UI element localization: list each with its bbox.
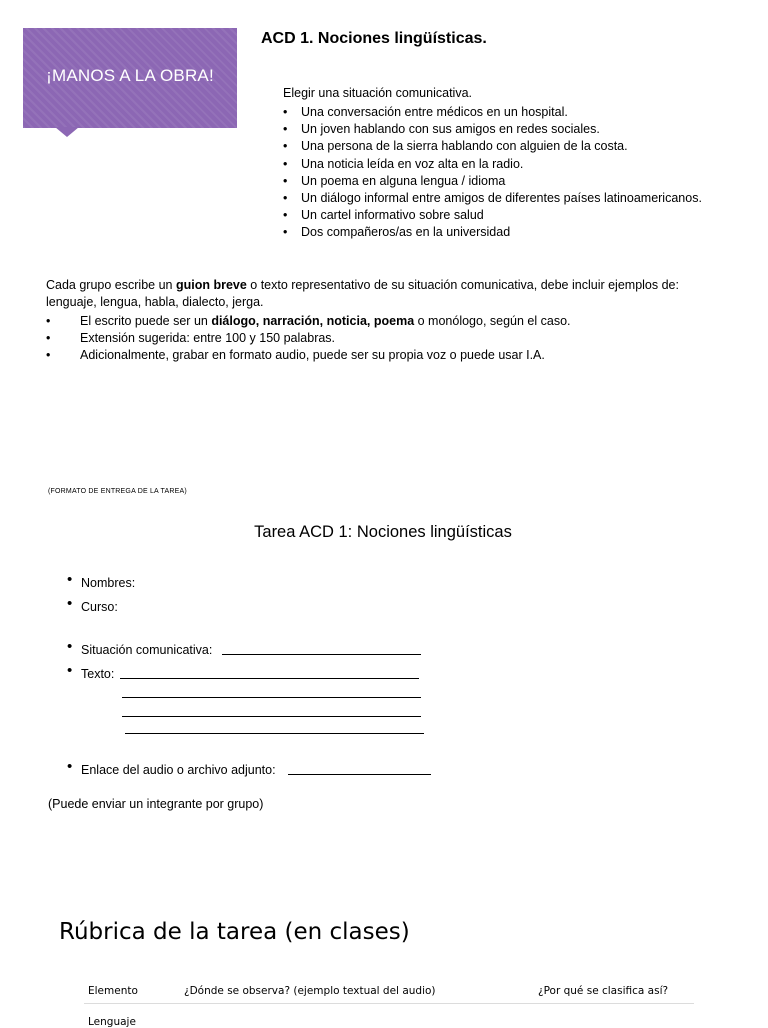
list-item: • Un poema en alguna lengua / idioma [283, 173, 702, 190]
item-text: o monólogo, según el caso. [414, 314, 571, 328]
situacion-underline [222, 654, 421, 655]
list-item: • Un joven hablando con sus amigos en redes sociales. [283, 121, 702, 138]
bullet: • [67, 595, 73, 612]
item-bold: diálogo, narración, noticia, poema [211, 314, 415, 328]
form-item-nombres [67, 571, 136, 591]
table-row-label: Lenguaje [88, 1016, 136, 1028]
list-item: • Un cartel informativo sobre salud [283, 207, 702, 224]
curso-label: Curso: [81, 600, 118, 614]
bullet: • [67, 662, 73, 679]
situacion-label: Situación comunicativa: [81, 643, 213, 657]
table-header-donde: ¿Dónde se observa? (ejemplo textual del audio) [184, 985, 436, 997]
banner-tail [55, 127, 79, 137]
para-text: o texto representativo de su situación comunicativa, debe incluir ejemplos de: lenguaje, lengua, habla, dialecto, jerga. [46, 278, 679, 310]
task-title: Tarea ACD 1: Nociones lingüísticas [254, 523, 512, 541]
list-item: • Una noticia leída en voz alta en la radio. [283, 156, 702, 173]
bullet: • [67, 638, 73, 655]
texto-underline [122, 697, 421, 698]
form-item-situacion [67, 638, 213, 658]
texto-underline [120, 678, 419, 679]
item-text: El escrito puede ser un [80, 314, 212, 328]
para-text: Cada grupo escribe un [46, 278, 176, 292]
group-note: (Puede enviar un integrante por grupo) [48, 797, 264, 811]
situations-intro: Elegir una situación comunicativa. [283, 86, 472, 100]
table-divider [84, 1003, 694, 1004]
form-item-curso [67, 595, 118, 615]
rubric-title: Rúbrica de la tarea (en clases) [59, 919, 410, 945]
instructions-paragraph [46, 277, 726, 311]
texto-label: Texto: [81, 667, 115, 681]
list-item: • Un diálogo informal entre amigos de diferentes países latinoamericanos. [283, 190, 702, 207]
table-header-elemento: Elemento [88, 985, 138, 997]
enlace-label: Enlace del audio o archivo adjunto: [81, 763, 276, 777]
page-title: ACD 1. Nociones lingüísticas. [261, 30, 487, 47]
table-header-porque: ¿Por qué se clasifica así? [538, 985, 669, 997]
texto-underline [125, 733, 424, 734]
para-bold: guion breve [175, 278, 247, 292]
list-item: • Adicionalmente, grabar en formato audio, puede ser su propia voz o puede usar I.A. [46, 347, 571, 364]
bullet: • [67, 571, 73, 588]
nombres-label: Nombres: [81, 576, 136, 590]
list-item: • Extensión sugerida: entre 100 y 150 palabras. [46, 330, 571, 347]
instructions-list [46, 313, 571, 365]
texto-underline [122, 716, 421, 717]
bullet: • [67, 758, 73, 775]
form-item-texto [67, 662, 115, 682]
form-item-enlace [67, 758, 276, 778]
format-note: (FORMATO DE ENTREGA DE LA TAREA) [48, 488, 187, 495]
list-item: • Una persona de la sierra hablando con alguien de la costa. [283, 138, 702, 155]
list-item [46, 313, 571, 330]
list-item: • Una conversación entre médicos en un hospital. [283, 104, 702, 121]
banner-text: ¡MANOS A LA OBRA! [46, 66, 214, 85]
situations-list [283, 104, 702, 242]
enlace-underline [288, 774, 431, 775]
list-item: • Dos compañeros/as en la universidad [283, 224, 702, 241]
